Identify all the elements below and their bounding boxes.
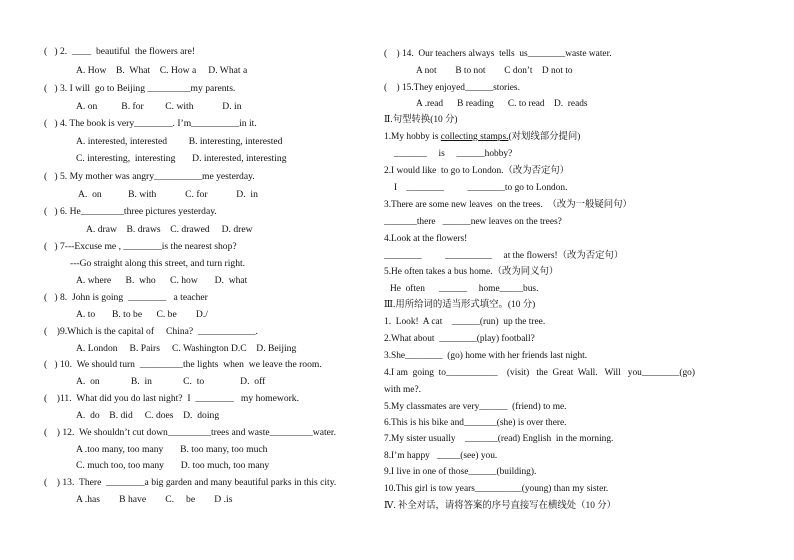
right-line	[384, 199, 632, 211]
right-line	[384, 333, 535, 345]
right-line	[384, 384, 421, 396]
right-line	[384, 299, 535, 311]
line-text: ( ) 4. The book is very________. I’m__________in it.	[44, 118, 257, 129]
line-text: 2.I would like to go to London.（改为否定句）	[384, 166, 570, 176]
left-line	[76, 309, 208, 321]
line-text: ( ) 3. I will go to Beijing _________my parents.	[44, 83, 236, 94]
line-text: ( )9.Which is the capital of China? ____________.	[44, 326, 258, 337]
line-text: 6.This is his bike and_______(she) is over there.	[384, 418, 567, 428]
right-line	[390, 283, 538, 295]
line-text: 8.I’m happy _____(see) you.	[384, 451, 498, 461]
left-line	[44, 46, 195, 58]
right-line	[394, 182, 567, 194]
right-line	[416, 98, 588, 110]
left-line	[44, 241, 237, 253]
left-line	[76, 410, 219, 422]
line-text: 9.I live in one of those______(building).	[384, 467, 537, 477]
line-text: ( )11. What did you do last night? I ________ my homework.	[44, 393, 300, 404]
line-text: A. How B. What C. How a D. What a	[76, 65, 248, 76]
right-line	[384, 350, 587, 362]
line-text: A. draw B. draws C. drawed D. drew	[86, 224, 253, 235]
line-text: A. interested, interested B. interesting, interested	[76, 136, 283, 147]
line-text: ________ __________ at the flowers!（改为否定句）	[384, 251, 624, 261]
line-text: A .read B reading C. to read D. reads	[416, 99, 588, 109]
right-line	[384, 450, 497, 462]
left-line	[76, 444, 267, 456]
right-line	[416, 65, 573, 77]
line-text: 5.My classmates are very______ (friend) to me.	[384, 402, 567, 412]
right-line	[384, 216, 562, 228]
right-line	[384, 433, 613, 445]
right-line	[384, 82, 520, 94]
line-text: 4.Look at the flowers!	[384, 234, 468, 244]
line-text: A. do B. did C. does D. doing	[76, 410, 220, 421]
right-line	[384, 417, 567, 429]
left-line	[76, 136, 282, 148]
right-line	[384, 114, 458, 126]
line-text: ( ) 13. There ________a big garden and many beautiful parks in this city.	[44, 477, 337, 488]
right-line	[384, 401, 567, 413]
left-line	[76, 101, 242, 113]
line-text: 3.She________ (go) home with her friends last night.	[384, 351, 588, 361]
line-text: 4.I am going to___________ (visit) the Great Wall. Will you________(go)	[384, 368, 695, 378]
line-text: with me?.	[384, 385, 421, 395]
left-line	[44, 118, 257, 130]
line-text: ( ) 14. Our teachers always tells us________waste water.	[384, 49, 612, 59]
line-text: A. where B. who C. how D. what	[76, 275, 248, 286]
left-line	[86, 224, 253, 236]
right-line	[384, 266, 558, 278]
line-text: C. much too, too many D. too much, too many	[76, 460, 270, 471]
line-text: ( ) 2. ____ beautiful the flowers are!	[44, 46, 196, 57]
left-line	[44, 393, 299, 405]
line-text: A. on B. with C. for D. in	[78, 189, 258, 200]
left-line	[76, 153, 287, 165]
right-line	[384, 165, 569, 177]
right-line	[384, 500, 616, 512]
left-line	[78, 189, 258, 201]
left-line	[76, 376, 265, 388]
line-text: I ________ ________to go to London.	[394, 183, 568, 193]
right-line	[384, 48, 612, 60]
line-text: 10.This girl is tow years__________(young) than my sister.	[384, 484, 609, 494]
line-text: ( ) 5. My mother was angry__________me yesterday.	[44, 171, 255, 182]
left-line	[44, 359, 322, 371]
right-line	[384, 233, 467, 245]
left-line	[76, 275, 247, 287]
line-text: 2.What about ________(play) football?	[384, 334, 535, 344]
left-line	[76, 494, 232, 506]
line-text: Ⅱ.句型转换(10 分)	[384, 115, 458, 125]
right-line	[384, 250, 623, 262]
line-text: A .has B have C. be D .is	[76, 494, 233, 505]
line-text: 5.He often takes a bus home.（改为同义句）	[384, 267, 559, 277]
underlined-phrase: collecting stamps.	[440, 132, 509, 142]
line-text: ( ) 10. We should turn _________the lights when we leave the room.	[44, 359, 322, 370]
left-line	[44, 171, 255, 183]
line-text: ( ) 12. We shouldn’t cut down_________trees and waste_________water.	[44, 427, 336, 438]
line-text: ( ) 15.They enjoyed______stories.	[384, 83, 520, 93]
line-text: ---Go straight along this street, and turn right.	[70, 258, 246, 269]
line-text: A not B to not C don’t D not to	[416, 66, 573, 76]
left-line	[76, 343, 296, 355]
line-text: A. London B. Pairs C. Washington D.C D. Beijing	[76, 343, 297, 354]
line-text: A. on B. in C. to D. off	[76, 376, 266, 387]
right-line	[384, 367, 695, 379]
right-line	[384, 131, 580, 143]
line-text: A. on B. for C. with D. in	[76, 101, 242, 112]
line-text: 7.My sister usually _______(read) English in the morning.	[384, 434, 614, 444]
left-line	[44, 427, 336, 439]
line-text: Ⅳ. 补全对话，请将答案的序号直接写在横线处（10 分）	[384, 501, 617, 511]
left-line	[76, 460, 269, 472]
left-line	[44, 292, 208, 304]
left-line	[44, 326, 258, 338]
line-text: A. to B. to be C. be D./	[76, 309, 208, 320]
left-line	[44, 206, 217, 218]
line-text: ( ) 7---Excuse me , ________is the nearest shop?	[44, 241, 237, 252]
line-text: ( ) 8. John is going ________ a teacher	[44, 292, 208, 303]
right-line	[384, 483, 608, 495]
left-line	[44, 477, 336, 489]
line-text: _______there ______new leaves on the trees?	[384, 217, 562, 227]
line-text: ( ) 6. He_________three pictures yesterday.	[44, 206, 217, 217]
line-text: A .too many, too many B. too many, too much	[76, 444, 268, 455]
line-text: _______ is ______hobby?	[394, 149, 513, 159]
line-text: 1. Look! A cat ______(run) up the tree.	[384, 317, 546, 327]
instruction-text: (对划线部分提问)	[508, 132, 581, 142]
right-line	[394, 148, 512, 160]
right-line	[384, 466, 536, 478]
right-line	[384, 316, 545, 328]
line-text: He often ______ home_____bus.	[390, 284, 539, 294]
line-text: 1.My hobby is	[384, 132, 441, 142]
line-text: 3.There are some new leaves on the trees. （改为一般疑问句）	[384, 200, 632, 210]
line-text: Ⅲ.用所给词的适当形式填空。(10 分)	[384, 300, 536, 310]
left-line	[76, 65, 247, 77]
left-line	[44, 83, 235, 95]
line-text: C. interesting, interesting D. interested, interesting	[76, 153, 287, 164]
left-line	[70, 258, 245, 270]
